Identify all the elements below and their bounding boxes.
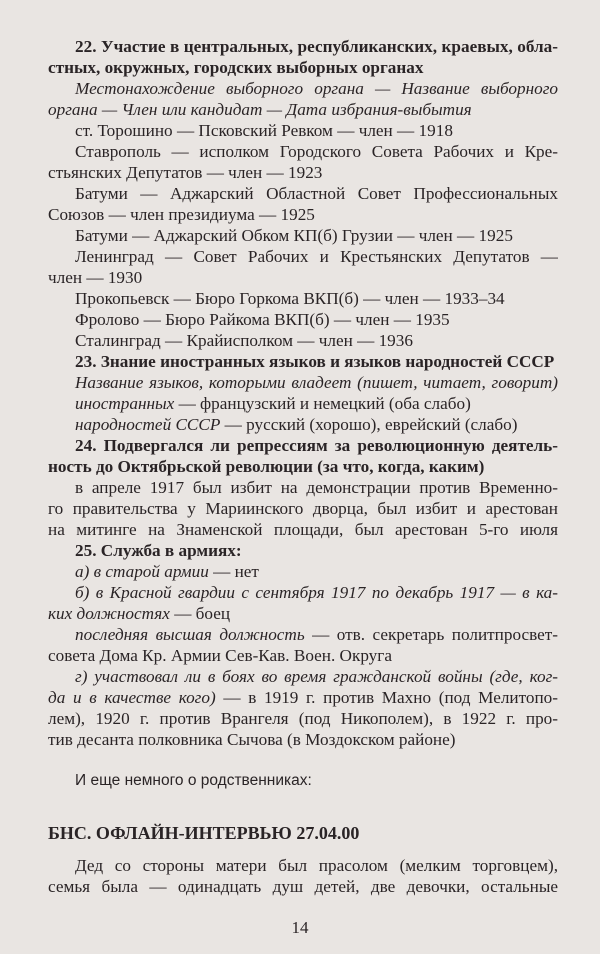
page-body [48,36,558,897]
text: на митинге на Знаменской площади, был арестован 5-го июля [48,520,558,539]
bold-text: 24. Подвергался ли репрессиям за революционную деятель- [75,436,558,455]
text-line [48,309,558,330]
italic-text: Местонахождение выборного органа — Название выборного [75,79,558,98]
text-line [48,687,558,708]
italic-text: последняя высшая должность [75,625,305,644]
text-line [48,246,558,267]
text-line [48,183,558,204]
italic-text: народностей СССР [75,415,221,434]
text-line [48,267,558,288]
text-line [48,477,558,498]
text-line [48,78,558,99]
text-line [48,372,558,393]
bold-text: стных, окружных, городских выборных органах [48,58,424,77]
text: Прокопьевск — Бюро Горкома ВКП(б) — член — 1933–34 [75,289,505,308]
page-number: 14 [291,918,309,937]
spacer [48,845,558,855]
questionnaire-section [48,36,558,750]
text: — нет [208,562,259,581]
text-line [48,141,558,162]
text-line [48,456,558,477]
text-line [48,603,558,624]
text-line [48,204,558,225]
text-line [48,162,558,183]
text: Сталинград — Крайисполком — член — 1936 [75,331,413,350]
text-line [48,540,558,561]
text: лем), 1920 г. против Врангеля (под Никополем), в 1922 г. про- [48,709,558,728]
text-line [48,225,558,246]
text: Ставрополь — исполком Городского Совета Рабочих и Кре- [75,142,558,161]
italic-text: иностранных [75,394,175,413]
text-line [48,351,558,372]
text-line [48,288,558,309]
text-line [48,498,558,519]
text: — отв. секретарь политпросвет- [304,625,558,644]
text: — французский и немецкий (оба слабо) [174,394,471,413]
bold-text: ность до Октябрьской революции (за что, когда, каким) [48,457,485,476]
text: — русский (хорошо), еврейский (слабо) [220,415,518,434]
bold-text: 23. Знание иностранных языков и языков народностей СССР [75,352,555,371]
text: Ленинград — Совет Рабочих и Крестьянских Депутатов — [75,247,558,266]
text: член — 1930 [48,268,143,287]
text-line [48,120,558,141]
text-line: семья была — одинадцать душ детей, две девочки, остальные [48,877,558,896]
text-line [48,666,558,687]
italic-text: ких должностях [48,604,170,623]
text-line [48,36,558,57]
text: — боец [169,604,231,623]
spacer [48,791,558,821]
text-line [48,57,558,78]
text: Батуми — Аджарский Обком КП(б) Грузии — член — 1925 [75,226,513,245]
bold-text: 22. Участие в центральных, республиканских, краевых, обла- [75,37,558,56]
text: го правительства у Мариинского дворца, был избит и арестован [48,499,558,518]
text: Фролово — Бюро Райкома ВКП(б) — член — 1935 [75,310,450,329]
text-line [48,435,558,456]
text-line [48,330,558,351]
text-line [48,708,558,729]
text-line: Дед со стороны матери был прасолом (мелким торговцем), [75,856,558,875]
italic-text: да и в качестве кого) [48,688,216,707]
spacer [48,750,558,770]
text-line [48,582,558,603]
text: Союзов — член президиума — 1925 [48,205,315,224]
italic-text: г) участвовал ли в боях во время гражданской войны (где, ког- [75,667,558,686]
text-line [48,393,558,414]
text: в апреле 1917 был избит на демонстрации против Временно- [75,478,558,497]
text: стьянских Депутатов — член — 1923 [48,163,323,182]
italic-text: а) в старой армии [75,562,209,581]
text-line [48,624,558,645]
italic-text: Название языков, которыми владеет (пишет, читает, говорит) [75,373,558,392]
text-line [48,99,558,120]
text: Батуми — Аджарский Областной Совет Профессиональных [75,184,558,203]
text: ст. Торошино — Псковский Ревком — член — 1918 [75,121,453,140]
italic-text: б) в Красной гвардии с сентября 1917 по декабрь 1917 — в ка- [75,583,558,602]
text: тив десанта полковника Сычова (в Моздокском районе) [48,730,456,749]
text-line [48,729,558,750]
text-line [48,645,558,666]
text-line [48,414,558,435]
bold-text: 25. Служба в армиях: [75,541,242,560]
text: — в 1919 г. против Махно (под Мелитопо- [215,688,558,707]
text: совета Дома Кр. Армии Сев-Кав. Воен. Округа [48,646,392,665]
section-heading: БНС. ОФЛАЙН-ИНТЕРВЬЮ 27.04.00 [48,823,360,843]
note-line: И еще немного о родственниках: [75,772,312,789]
text-line [48,519,558,540]
text-line [48,561,558,582]
italic-text: органа — Член или кандидат — Дата избрания-выбытия [48,100,472,119]
